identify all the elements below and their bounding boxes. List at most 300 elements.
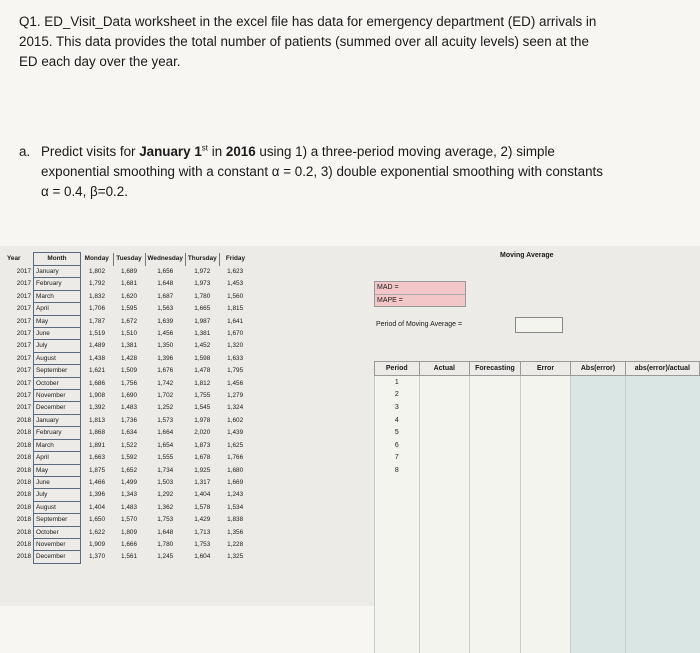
- value-cell[interactable]: 1,560: [227, 292, 244, 300]
- value-cell[interactable]: 1,573: [157, 416, 174, 424]
- value-cell[interactable]: 1,519: [89, 330, 105, 338]
- month-cell[interactable]: February: [34, 278, 81, 290]
- value-cell[interactable]: 1,652: [121, 466, 137, 474]
- value-cell[interactable]: 1,666: [121, 540, 137, 548]
- value-cell[interactable]: 1,343: [121, 491, 137, 499]
- value-cell[interactable]: 1,689: [121, 268, 137, 275]
- value-cell[interactable]: 1,456: [227, 379, 244, 387]
- month-cell[interactable]: September: [34, 365, 81, 377]
- value-cell[interactable]: 1,404: [89, 503, 105, 511]
- value-cell[interactable]: 1,633: [227, 354, 244, 362]
- input-cell[interactable]: [571, 628, 626, 641]
- value-cell[interactable]: 1,873: [194, 441, 211, 449]
- year-cell[interactable]: 2017: [16, 317, 31, 325]
- value-cell[interactable]: 1,742: [157, 379, 174, 387]
- input-cell[interactable]: [470, 489, 521, 502]
- input-cell[interactable]: [520, 401, 570, 414]
- period-cell[interactable]: 2: [375, 389, 420, 402]
- value-cell[interactable]: 1,317: [194, 478, 211, 486]
- value-cell[interactable]: 1,604: [194, 553, 211, 561]
- value-cell[interactable]: 1,680: [227, 466, 244, 474]
- year-cell[interactable]: 2018: [16, 491, 31, 499]
- value-cell[interactable]: 1,687: [157, 292, 174, 300]
- value-cell[interactable]: 1,792: [89, 280, 105, 288]
- input-cell[interactable]: [625, 578, 699, 591]
- period-cell[interactable]: 6: [375, 439, 420, 452]
- input-cell[interactable]: [571, 540, 626, 553]
- table-row: [5, 340, 251, 352]
- input-cell[interactable]: [419, 578, 469, 591]
- value-cell[interactable]: 1,292: [157, 491, 174, 499]
- input-cell[interactable]: [419, 452, 469, 465]
- input-cell[interactable]: [625, 464, 699, 477]
- input-cell[interactable]: [625, 515, 699, 528]
- year-cell[interactable]: 2018: [16, 540, 31, 548]
- period-cell[interactable]: [375, 565, 420, 578]
- value-cell[interactable]: 1,452: [194, 342, 211, 350]
- input-cell[interactable]: [625, 628, 699, 641]
- value-cell[interactable]: 1,381: [194, 330, 211, 338]
- month-cell[interactable]: May: [34, 464, 81, 476]
- input-cell[interactable]: [625, 565, 699, 578]
- value-cell[interactable]: 1,641: [227, 317, 244, 325]
- period-cell[interactable]: [375, 502, 420, 515]
- input-cell[interactable]: [625, 389, 699, 402]
- year-cell[interactable]: 2017: [16, 379, 31, 387]
- value-cell[interactable]: 1,570: [121, 516, 137, 524]
- value-cell[interactable]: 1,381: [121, 342, 137, 350]
- period-cell[interactable]: 1: [375, 376, 420, 389]
- input-cell[interactable]: [571, 389, 626, 402]
- input-cell[interactable]: [520, 414, 570, 427]
- value-cell[interactable]: 1,875: [89, 466, 105, 474]
- year-cell[interactable]: 2018: [16, 454, 31, 462]
- value-cell[interactable]: 1,908: [89, 392, 105, 400]
- value-cell[interactable]: 1,489: [89, 342, 105, 350]
- month-cell[interactable]: July: [34, 340, 81, 352]
- value-cell[interactable]: 1,483: [121, 404, 137, 412]
- period-cell[interactable]: [375, 640, 420, 653]
- input-cell[interactable]: [419, 401, 469, 414]
- value-cell[interactable]: 1,664: [157, 429, 174, 437]
- value-cell[interactable]: 1,563: [157, 305, 174, 313]
- year-cell[interactable]: 2017: [16, 354, 31, 362]
- value-cell[interactable]: 1,578: [194, 503, 211, 511]
- period-cell[interactable]: 8: [375, 464, 420, 477]
- value-cell[interactable]: 1,350: [157, 342, 174, 350]
- value-cell[interactable]: 1,324: [227, 404, 244, 412]
- value-cell[interactable]: 1,320: [227, 342, 244, 350]
- value-cell[interactable]: 1,245: [157, 553, 174, 561]
- column-header: Error: [520, 362, 570, 376]
- input-cell[interactable]: [419, 552, 469, 565]
- input-cell[interactable]: [470, 540, 521, 553]
- input-cell[interactable]: [625, 426, 699, 439]
- input-cell[interactable]: [571, 552, 626, 565]
- value-cell[interactable]: 1,832: [89, 292, 105, 300]
- value-cell[interactable]: 1,656: [157, 268, 174, 275]
- input-cell[interactable]: [419, 540, 469, 553]
- input-cell[interactable]: [520, 389, 570, 402]
- value-cell[interactable]: 1,639: [157, 317, 174, 325]
- input-cell[interactable]: [419, 603, 469, 616]
- month-cell[interactable]: September: [34, 514, 81, 526]
- value-cell[interactable]: 1,706: [89, 305, 105, 313]
- input-cell[interactable]: [625, 414, 699, 427]
- input-cell[interactable]: [571, 515, 626, 528]
- input-cell[interactable]: [571, 640, 626, 653]
- value-cell[interactable]: 1,370: [89, 553, 105, 561]
- input-cell[interactable]: [571, 452, 626, 465]
- period-cell[interactable]: [375, 515, 420, 528]
- value-cell[interactable]: 1,665: [194, 305, 211, 313]
- value-cell[interactable]: 1,787: [89, 317, 105, 325]
- year-cell[interactable]: 2017: [16, 404, 31, 412]
- input-cell[interactable]: [625, 439, 699, 452]
- month-cell[interactable]: July: [34, 489, 81, 501]
- value-cell[interactable]: 1,396: [157, 354, 174, 362]
- year-cell[interactable]: 2017: [16, 268, 31, 275]
- input-cell[interactable]: [625, 590, 699, 603]
- input-cell[interactable]: [520, 502, 570, 515]
- month-cell[interactable]: January: [34, 266, 81, 278]
- month-cell[interactable]: April: [34, 452, 81, 464]
- input-cell[interactable]: [470, 389, 521, 402]
- value-cell[interactable]: 1,713: [194, 528, 211, 536]
- value-cell[interactable]: 1,252: [157, 404, 174, 412]
- input-cell[interactable]: [419, 389, 469, 402]
- input-cell[interactable]: [419, 640, 469, 653]
- value-cell[interactable]: 1,809: [121, 528, 137, 536]
- input-cell[interactable]: [419, 414, 469, 427]
- year-cell[interactable]: 2018: [16, 441, 31, 449]
- input-cell[interactable]: [520, 590, 570, 603]
- input-cell[interactable]: [419, 527, 469, 540]
- value-cell[interactable]: 1,598: [194, 354, 211, 362]
- input-cell[interactable]: [571, 578, 626, 591]
- year-cell[interactable]: 2018: [16, 503, 31, 511]
- value-cell[interactable]: 1,499: [121, 478, 137, 486]
- value-cell[interactable]: 1,243: [227, 491, 244, 499]
- month-cell[interactable]: December: [34, 402, 81, 414]
- value-cell[interactable]: 1,456: [157, 330, 174, 338]
- mad-mape-box[interactable]: [374, 281, 466, 307]
- value-cell[interactable]: 1,909: [89, 540, 105, 548]
- year-cell[interactable]: 2018: [16, 416, 31, 424]
- value-cell[interactable]: 1,555: [157, 454, 174, 462]
- value-cell[interactable]: 1,438: [89, 354, 105, 362]
- input-cell[interactable]: [571, 502, 626, 515]
- input-cell[interactable]: [571, 464, 626, 477]
- value-cell[interactable]: 1,678: [194, 454, 211, 462]
- input-cell[interactable]: [470, 628, 521, 641]
- input-cell[interactable]: [470, 603, 521, 616]
- value-cell[interactable]: 1,838: [227, 516, 244, 524]
- value-cell[interactable]: 1,621: [89, 367, 105, 375]
- period-cell[interactable]: 3: [375, 401, 420, 414]
- value-cell[interactable]: 1,755: [194, 392, 211, 400]
- year-cell[interactable]: 2018: [16, 429, 31, 437]
- value-cell[interactable]: 1,545: [194, 404, 211, 412]
- period-cell[interactable]: [375, 540, 420, 553]
- value-cell[interactable]: 1,625: [227, 441, 244, 449]
- value-cell[interactable]: 1,478: [194, 367, 211, 375]
- input-cell[interactable]: [520, 426, 570, 439]
- value-cell[interactable]: 1,925: [194, 466, 211, 474]
- input-cell[interactable]: [419, 477, 469, 490]
- value-cell[interactable]: 1,466: [89, 478, 105, 486]
- month-cell[interactable]: December: [34, 551, 81, 563]
- year-cell[interactable]: 2018: [16, 478, 31, 486]
- input-cell[interactable]: [419, 590, 469, 603]
- input-cell[interactable]: [419, 565, 469, 578]
- value-cell[interactable]: 1,509: [121, 367, 137, 375]
- input-cell[interactable]: [470, 477, 521, 490]
- value-cell[interactable]: 1,815: [227, 305, 244, 313]
- input-cell[interactable]: [571, 401, 626, 414]
- month-cell[interactable]: November: [34, 538, 81, 550]
- input-cell[interactable]: [520, 489, 570, 502]
- input-cell[interactable]: [571, 565, 626, 578]
- input-cell[interactable]: [419, 502, 469, 515]
- input-cell[interactable]: [470, 426, 521, 439]
- year-cell[interactable]: 2018: [16, 528, 31, 536]
- period-cell[interactable]: [375, 578, 420, 591]
- value-cell[interactable]: 1,620: [121, 292, 137, 300]
- value-cell[interactable]: 1,780: [194, 292, 211, 300]
- value-cell[interactable]: 1,622: [89, 528, 105, 536]
- input-cell[interactable]: [470, 515, 521, 528]
- value-cell[interactable]: 1,428: [121, 354, 137, 362]
- year-cell[interactable]: 2017: [16, 330, 31, 338]
- value-cell[interactable]: 1,279: [227, 392, 244, 400]
- value-cell[interactable]: 1,648: [157, 280, 174, 288]
- value-cell[interactable]: 1,766: [227, 454, 244, 462]
- input-cell[interactable]: [625, 401, 699, 414]
- value-cell[interactable]: 1,973: [194, 280, 211, 288]
- input-cell[interactable]: [625, 527, 699, 540]
- value-cell[interactable]: 1,670: [227, 330, 244, 338]
- year-cell[interactable]: 2018: [16, 516, 31, 524]
- value-cell[interactable]: 1,734: [157, 466, 174, 474]
- value-cell[interactable]: 1,396: [89, 491, 105, 499]
- value-cell[interactable]: 1,702: [157, 392, 174, 400]
- input-cell[interactable]: [520, 552, 570, 565]
- input-cell[interactable]: [520, 376, 570, 389]
- year-cell[interactable]: 2017: [16, 305, 31, 313]
- input-cell[interactable]: [520, 603, 570, 616]
- month-cell[interactable]: August: [34, 352, 81, 364]
- month-cell[interactable]: June: [34, 476, 81, 488]
- value-cell[interactable]: 1,623: [227, 268, 244, 275]
- month-cell[interactable]: April: [34, 303, 81, 315]
- year-cell[interactable]: 2018: [16, 466, 31, 474]
- period-cell[interactable]: [375, 552, 420, 565]
- value-cell[interactable]: 1,503: [157, 478, 174, 486]
- input-cell[interactable]: [625, 489, 699, 502]
- input-cell[interactable]: [470, 376, 521, 389]
- value-cell[interactable]: 1,634: [121, 429, 137, 437]
- value-cell[interactable]: 1,690: [121, 392, 137, 400]
- value-cell[interactable]: 1,672: [121, 317, 137, 325]
- year-cell[interactable]: 2017: [16, 392, 31, 400]
- value-cell[interactable]: 1,812: [194, 379, 211, 387]
- month-cell[interactable]: February: [34, 427, 81, 439]
- input-cell[interactable]: [625, 502, 699, 515]
- input-cell[interactable]: [571, 477, 626, 490]
- value-cell[interactable]: 1,987: [194, 317, 211, 325]
- month-cell[interactable]: June: [34, 328, 81, 340]
- input-cell[interactable]: [470, 578, 521, 591]
- input-cell[interactable]: [625, 640, 699, 653]
- value-cell[interactable]: 1,392: [89, 404, 105, 412]
- period-cell[interactable]: [375, 628, 420, 641]
- input-cell[interactable]: [470, 452, 521, 465]
- month-cell[interactable]: August: [34, 501, 81, 513]
- input-cell[interactable]: [625, 603, 699, 616]
- value-cell[interactable]: 1,663: [89, 454, 105, 462]
- input-cell[interactable]: [470, 552, 521, 565]
- input-cell[interactable]: [520, 540, 570, 553]
- input-cell[interactable]: [470, 527, 521, 540]
- value-cell[interactable]: 1,753: [157, 516, 174, 524]
- input-cell[interactable]: [625, 477, 699, 490]
- value-cell[interactable]: 2,020: [194, 429, 211, 437]
- year-cell[interactable]: 2017: [16, 367, 31, 375]
- value-cell[interactable]: 1,595: [121, 305, 137, 313]
- input-cell[interactable]: [470, 565, 521, 578]
- month-cell[interactable]: October: [34, 526, 81, 538]
- input-cell[interactable]: [470, 502, 521, 515]
- month-cell[interactable]: March: [34, 290, 81, 302]
- input-cell[interactable]: [571, 414, 626, 427]
- value-cell[interactable]: 1,228: [227, 540, 244, 548]
- input-cell[interactable]: [520, 477, 570, 490]
- period-cell[interactable]: [375, 590, 420, 603]
- input-cell[interactable]: [520, 515, 570, 528]
- table-row: [375, 464, 700, 477]
- input-cell[interactable]: [571, 439, 626, 452]
- month-cell[interactable]: October: [34, 377, 81, 389]
- input-cell[interactable]: [520, 565, 570, 578]
- input-cell[interactable]: [419, 628, 469, 641]
- period-cell[interactable]: [375, 477, 420, 490]
- value-cell[interactable]: 1,736: [121, 416, 137, 424]
- value-cell[interactable]: 1,429: [194, 516, 211, 524]
- period-cell[interactable]: [375, 489, 420, 502]
- value-cell[interactable]: 1,676: [157, 367, 174, 375]
- value-cell[interactable]: 1,356: [227, 528, 244, 536]
- value-cell[interactable]: 1,813: [89, 416, 105, 424]
- input-cell[interactable]: [520, 527, 570, 540]
- month-cell[interactable]: May: [34, 315, 81, 327]
- input-cell[interactable]: [419, 426, 469, 439]
- input-cell[interactable]: [470, 640, 521, 653]
- year-cell[interactable]: 2017: [16, 292, 31, 300]
- month-cell[interactable]: January: [34, 414, 81, 426]
- value-cell[interactable]: 1,654: [157, 441, 174, 449]
- value-cell[interactable]: 1,522: [121, 441, 137, 449]
- value-cell[interactable]: 1,891: [89, 441, 105, 449]
- input-cell[interactable]: [470, 590, 521, 603]
- year-cell[interactable]: 2017: [16, 342, 31, 350]
- input-cell[interactable]: [419, 515, 469, 528]
- year-cell[interactable]: 2017: [16, 280, 31, 288]
- value-cell[interactable]: 1,534: [227, 503, 244, 511]
- input-cell[interactable]: [520, 628, 570, 641]
- period-cell[interactable]: 5: [375, 426, 420, 439]
- input-cell[interactable]: [571, 590, 626, 603]
- value-cell[interactable]: 1,362: [157, 503, 174, 511]
- value-cell[interactable]: 1,686: [89, 379, 105, 387]
- input-cell[interactable]: [571, 527, 626, 540]
- input-cell[interactable]: [520, 439, 570, 452]
- input-cell[interactable]: [470, 401, 521, 414]
- input-cell[interactable]: [625, 452, 699, 465]
- input-cell[interactable]: [520, 452, 570, 465]
- input-cell[interactable]: [571, 376, 626, 389]
- value-cell[interactable]: 1,325: [227, 553, 244, 561]
- input-cell[interactable]: [419, 464, 469, 477]
- input-cell[interactable]: [419, 439, 469, 452]
- input-cell[interactable]: [571, 489, 626, 502]
- value-cell[interactable]: 1,404: [194, 491, 211, 499]
- period-cell[interactable]: 4: [375, 414, 420, 427]
- value-cell[interactable]: 1,972: [194, 268, 211, 275]
- value-cell[interactable]: 1,592: [121, 454, 137, 462]
- input-cell[interactable]: [571, 603, 626, 616]
- input-cell[interactable]: [470, 439, 521, 452]
- input-cell[interactable]: [520, 578, 570, 591]
- input-cell[interactable]: [470, 464, 521, 477]
- value-cell[interactable]: 1,602: [227, 416, 244, 424]
- table-row: [375, 590, 700, 603]
- value-cell[interactable]: 1,780: [157, 540, 174, 548]
- value-cell[interactable]: 1,483: [121, 503, 137, 511]
- input-cell[interactable]: [419, 489, 469, 502]
- value-cell[interactable]: 1,795: [227, 367, 244, 375]
- period-cell[interactable]: [375, 527, 420, 540]
- value-cell[interactable]: 1,650: [89, 516, 105, 524]
- input-cell[interactable]: [520, 464, 570, 477]
- value-cell[interactable]: 1,453: [227, 280, 244, 288]
- input-cell[interactable]: [625, 552, 699, 565]
- value-cell[interactable]: 1,978: [194, 416, 211, 424]
- value-cell[interactable]: 1,756: [121, 379, 137, 387]
- value-cell[interactable]: 1,669: [227, 478, 244, 486]
- year-cell[interactable]: 2018: [16, 553, 31, 561]
- month-cell[interactable]: November: [34, 390, 81, 402]
- period-cell[interactable]: 7: [375, 452, 420, 465]
- value-cell[interactable]: 1,510: [121, 330, 137, 338]
- input-cell[interactable]: [470, 414, 521, 427]
- value-cell[interactable]: 1,648: [157, 528, 174, 536]
- input-cell[interactable]: [625, 540, 699, 553]
- value-cell[interactable]: 1,802: [89, 268, 105, 275]
- input-cell[interactable]: [625, 376, 699, 389]
- input-cell[interactable]: [520, 640, 570, 653]
- period-cell[interactable]: [375, 603, 420, 616]
- value-cell[interactable]: 1,753: [194, 540, 211, 548]
- value-cell[interactable]: 1,439: [227, 429, 244, 437]
- input-cell[interactable]: [419, 376, 469, 389]
- month-cell[interactable]: March: [34, 439, 81, 451]
- period-input-cell[interactable]: [515, 317, 563, 333]
- value-cell[interactable]: 1,561: [121, 553, 137, 561]
- input-cell[interactable]: [571, 426, 626, 439]
- value-cell[interactable]: 1,681: [121, 280, 137, 288]
- value-cell[interactable]: 1,868: [89, 429, 105, 437]
